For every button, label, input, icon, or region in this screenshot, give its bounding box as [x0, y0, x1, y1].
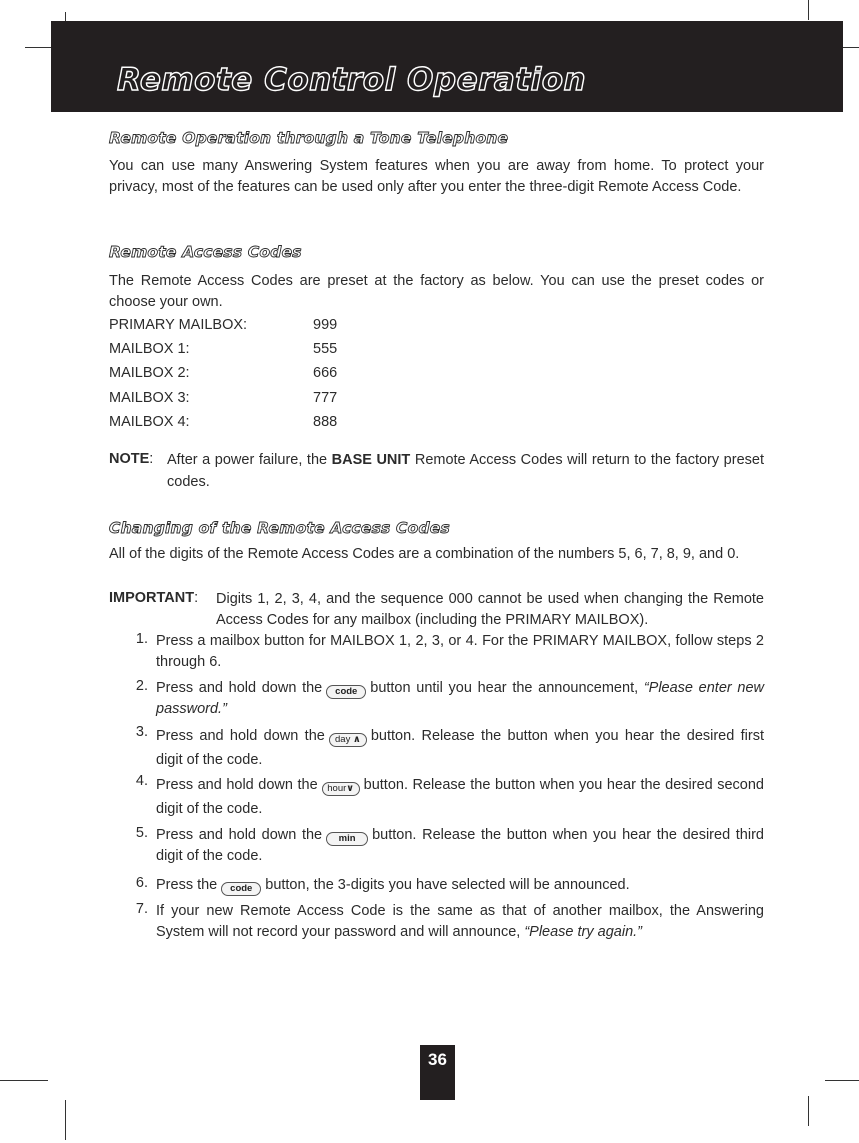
important-label: IMPORTANT: [109, 590, 199, 606]
code-value: 999 [313, 317, 338, 333]
code-value: 777 [313, 390, 338, 406]
code-value: 666 [313, 365, 338, 381]
crop-mark [0, 1080, 48, 1081]
code-value: 555 [313, 341, 338, 357]
note-label: NOTE: [109, 451, 154, 467]
note-text: After a power failure, the BASE UNIT Remote Access Codes will return to the factory preset codes. [167, 452, 764, 490]
crop-mark [65, 1100, 66, 1140]
code-label: MAILBOX 4: [109, 414, 190, 430]
code-button: code [221, 882, 261, 896]
page-title: Remote Control Operation [117, 62, 587, 98]
crop-mark [25, 47, 53, 48]
section-heading-changing-codes: Changing of the Remote Access Codes [109, 519, 450, 537]
intro-paragraph: You can use many Answering System features when you are away from home. To protect your privacy, most of the features can be used only after you enter the three-digit Remote Access Code. [109, 158, 764, 195]
section-heading-remote-access-codes: Remote Access Codes [109, 243, 302, 261]
step-text: Press and hold down the day ∧ button. Release the button when you hear the desired first digit of the code. [156, 728, 765, 768]
changing-paragraph: All of the digits of the Remote Access Codes are a combination of the numbers 5, 6, 7, 8, 9, and 0. [109, 546, 740, 562]
code-label: MAILBOX 1: [109, 341, 190, 357]
chevron-down-icon: ∨ [346, 783, 354, 794]
crop-mark [808, 0, 809, 20]
section-heading-tone-telephone: Remote Operation through a Tone Telephone [109, 129, 509, 147]
crop-mark [808, 1096, 809, 1126]
step-text: Press the code button, the 3-digits you have selected will be announced. [156, 877, 630, 894]
code-button: code [326, 685, 366, 699]
code-value: 888 [313, 414, 338, 430]
base-unit-text: BASE UNIT [331, 452, 411, 468]
step-text: Press a mailbox button for MAILBOX 1, 2, 3, or 4. For the PRIMARY MAILBOX, follow steps 2 through 6. [156, 633, 764, 670]
codes-paragraph: The Remote Access Codes are preset at the factory as below. You can use the preset codes or choose your own. [109, 273, 764, 310]
important-text: Digits 1, 2, 3, 4, and the sequence 000 cannot be used when changing the Remote Access Codes for any mailbox (including the PRIMARY MAILBOX). [216, 591, 764, 628]
step-text: Press and hold down the min button. Release the button when you hear the desired third digit of the code. [156, 827, 764, 864]
crop-mark [843, 47, 859, 48]
day-button: day ∧ [329, 733, 367, 747]
step-text: If your new Remote Access Code is the same as that of another mailbox, the Answering System will not record your password and will announce, “Please try again.” [156, 903, 764, 940]
code-label: MAILBOX 2: [109, 365, 190, 381]
page-number: 36 [420, 1045, 455, 1100]
step-text: Press and hold down the hour∨ button. Release the button when you hear the desired second digit of the code. [156, 777, 764, 817]
code-label: PRIMARY MAILBOX: [109, 317, 248, 333]
min-button: min [326, 832, 368, 846]
announcement-quote: “Please enter new password.” [156, 680, 765, 717]
code-label: MAILBOX 3: [109, 390, 190, 406]
step-text: Press and hold down the code button until you hear the announcement, “Please enter new password.” [156, 680, 765, 717]
chevron-up-icon: ∧ [352, 734, 361, 745]
crop-mark [825, 1080, 859, 1081]
hour-button: hour∨ [322, 782, 360, 796]
announcement-quote: “Please try again.” [524, 924, 642, 940]
